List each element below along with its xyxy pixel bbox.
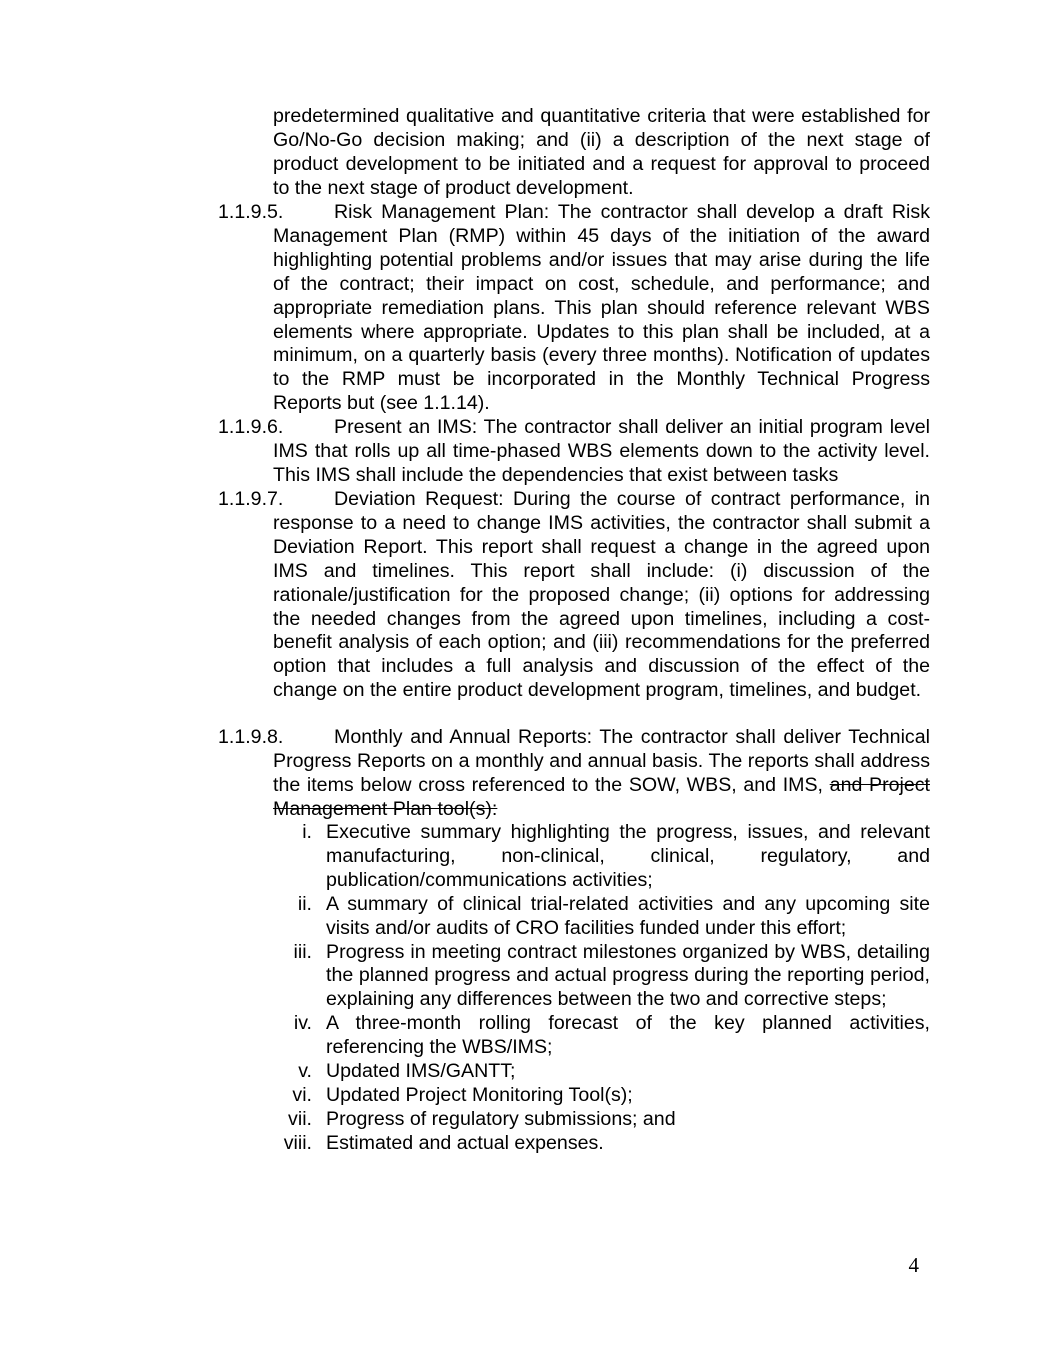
list-item-text: Progress in meeting contract milestones organized by WBS, detailing the planned progress and actual progress during the reporting period, explaining any differences between the two and corrective steps; — [326, 940, 930, 1011]
page-number: 4 — [908, 1253, 919, 1277]
section-1-1-9-5 — [218, 201, 930, 416]
section-1-1-9-6 — [218, 416, 930, 488]
list-item-numeral: viii. — [283, 1131, 312, 1154]
list-item-text: Executive summary highlighting the progress, issues, and relevant manufacturing, non-clinical, clinical, regulatory, and publication/communications activities; — [326, 821, 930, 891]
list-item — [273, 1132, 930, 1156]
list-item-numeral: vii. — [288, 1107, 312, 1130]
struck-text: and Project Management Plan tool(s): — [273, 773, 930, 820]
list-item — [273, 1012, 930, 1060]
list-item-text: Progress of regulatory submissions; and — [326, 1107, 676, 1130]
list-item — [273, 1108, 930, 1132]
list-item — [273, 893, 930, 941]
list-item-numeral: i. — [302, 821, 312, 843]
section-number: 1.1.9.5. — [218, 201, 284, 223]
section-number: 1.1.9.6. — [218, 416, 284, 438]
list-item — [273, 821, 930, 893]
continuation-paragraph: predetermined qualitative and quantitative criteria that were established for Go/No-Go decision making; and (ii) a description of the next stage of product development to be initiated and a request for approval to proceed to the next stage of product development. — [273, 105, 930, 199]
list-item — [273, 1060, 930, 1084]
section-number: 1.1.9.8. — [218, 726, 284, 748]
section-text — [218, 726, 930, 822]
list-item-text: A three-month rolling forecast of the key planned activities, referencing the WBS/IMS; — [326, 1012, 930, 1059]
list-item-numeral: ii. — [297, 892, 312, 915]
section-1-1-9-7 — [218, 488, 930, 703]
report-items-list — [273, 821, 930, 1156]
list-item-numeral: vi. — [292, 1083, 312, 1106]
list-item-text: Estimated and actual expenses. — [326, 1131, 604, 1154]
section-1-1-9-8 — [218, 726, 930, 822]
list-item-numeral: iv. — [293, 1012, 312, 1035]
section-text: Deviation Request: During the course of contract performance, in response to a need to change IMS activities, the contractor shall submit a Deviation Report. This report shall request a change in the agreed upon IMS and timelines. This report shall include: (i) discussion of the rationale/justification for the proposed change; (ii) options for addressing the needed changes from the agreed upon timelines, including a cost-benefit analysis of each option; and (iii) recommendations for the preferred option that includes a full analysis and discussion of the effect of the change on the entire product development program, timelines, and budget. — [273, 488, 930, 702]
section-number: 1.1.9.7. — [218, 488, 284, 510]
section-text: Risk Management Plan: The contractor shall develop a draft Risk Management Plan (RMP) within 45 days of the initiation of the award highlighting potential problems and/or issues that may arise during the life of the contract; their impact on cost, schedule, and performance; and appropriate remediation plans. This plan should reference relevant WBS elements where appropriate. Updates to this plan shall be included, at a minimum, on a quarterly basis (every three months). Notification of updates to the RMP must be incorporated in the Monthly Technical Progress Reports but (see 1.1.14). — [273, 201, 930, 415]
list-item-numeral: v. — [298, 1060, 312, 1083]
list-item-numeral: iii. — [293, 940, 312, 963]
section-text: Present an IMS: The contractor shall deliver an initial program level IMS that rolls up all time-phased WBS elements down to the activity level. This IMS shall include the dependencies that exist between tasks — [273, 416, 930, 486]
list-item-text: A summary of clinical trial-related activities and any upcoming site visits and/or audits of CRO facilities funded under this effort; — [326, 892, 930, 939]
list-item-text: Updated Project Monitoring Tool(s); — [326, 1083, 633, 1106]
list-item — [273, 1084, 930, 1108]
section-text-body: Monthly and Annual Reports: The contractor shall deliver Technical Progress Reports on a monthly and annual basis. The reports shall address the items below cross referenced to the SOW, WBS, and IMS, — [273, 726, 930, 796]
list-item-text: Updated IMS/GANTT; — [326, 1060, 516, 1083]
list-item — [273, 941, 930, 1013]
